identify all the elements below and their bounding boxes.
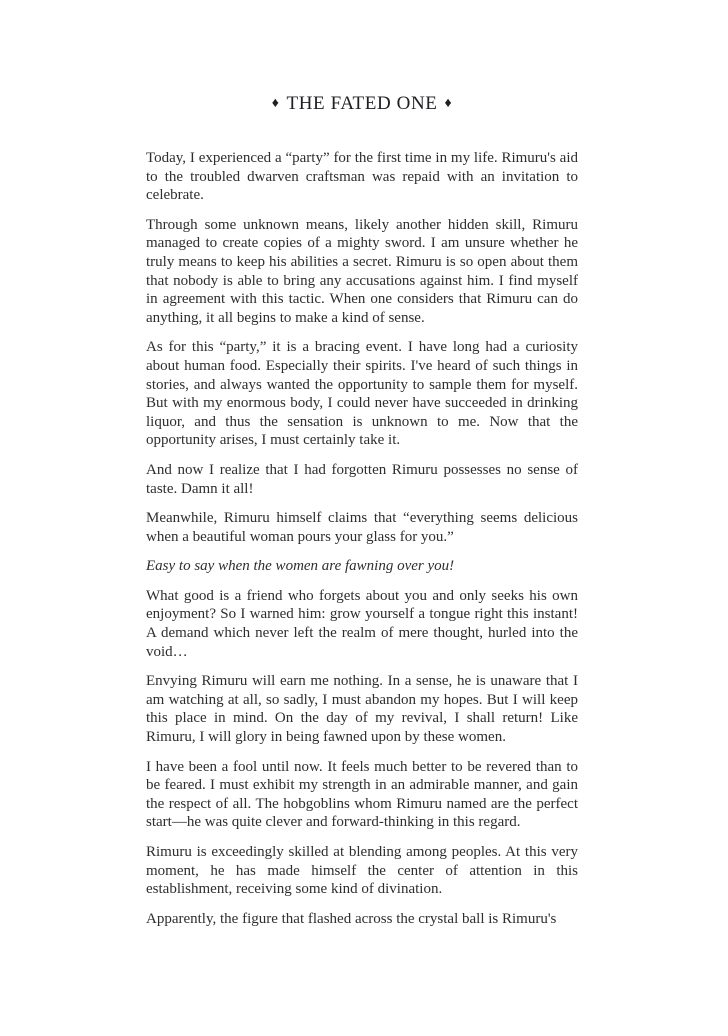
page-content [146, 94, 578, 928]
diamond-ornament-right-icon: ♦ [444, 96, 453, 111]
paragraph: Apparently, the figure that flashed across the crystal ball is Rimuru's [146, 910, 557, 927]
paragraph-italic-aside: Easy to say when the women are fawning over you! [146, 558, 455, 575]
paragraph: Meanwhile, Rimuru himself claims that “everything seems delicious when a beautiful woman pours your glass for you.” [146, 510, 578, 545]
paragraph: Today, I experienced a “party” for the first time in my life. Rimuru's aid to the troubled dwarven craftsman was repaid with an invitation to celebrate. [146, 150, 578, 204]
diamond-ornament-left-icon: ♦ [271, 96, 280, 111]
paragraph: As for this “party,” it is a bracing event. I have long had a curiosity about human food. Especially their spirits. I've heard of such things in stories, and always wanted the opportunity to sample them for myself. But with my enormous body, I could never have succeeded in drinking liquor, and thus the sensation is unknown to me. Now that the opportunity arises, I must certainly take it. [146, 339, 578, 449]
paragraph: And now I realize that I had forgotten Rimuru possesses no sense of taste. Damn it all! [146, 461, 578, 497]
paragraph: Through some unknown means, likely another hidden skill, Rimuru managed to create copies of a mighty sword. I am unsure whether he truly means to keep his abilities a secret. Rimuru is so open about them that nobody is able to bring any accusations against him. I find myself in agreement with this tactic. When one considers that Rimuru can do anything, it all begins to make a kind of sense. [146, 216, 578, 326]
chapter-title-text: THE FATED ONE [286, 93, 438, 114]
chapter-title [146, 94, 578, 114]
paragraph: Envying Rimuru will earn me nothing. In a sense, he is unaware that I am watching at all, so sadly, I must abandon my hopes. But I will keep this place in mind. On the day of my revival, I shall return! Like Rimuru, I will glory in being fawned upon by these women. [146, 673, 578, 746]
paragraph: Rimuru is exceedingly skilled at blending among peoples. At this very moment, he has made himself the center of attention in this establishment, receiving some kind of divination. [146, 844, 578, 898]
paragraph: What good is a friend who forgets about you and only seeks his own enjoyment? So I warned him: grow yourself a tongue right this instant! A demand which never left the realm of mere thought, hurled into the void… [146, 587, 578, 660]
paragraph: I have been a fool until now. It feels much better to be revered than to be feared. I must exhibit my strength in an admirable manner, and gain the respect of all. The hobgoblins whom Rimuru named are the perfect start—he was quite clever and forward-thinking in this regard. [146, 758, 578, 831]
